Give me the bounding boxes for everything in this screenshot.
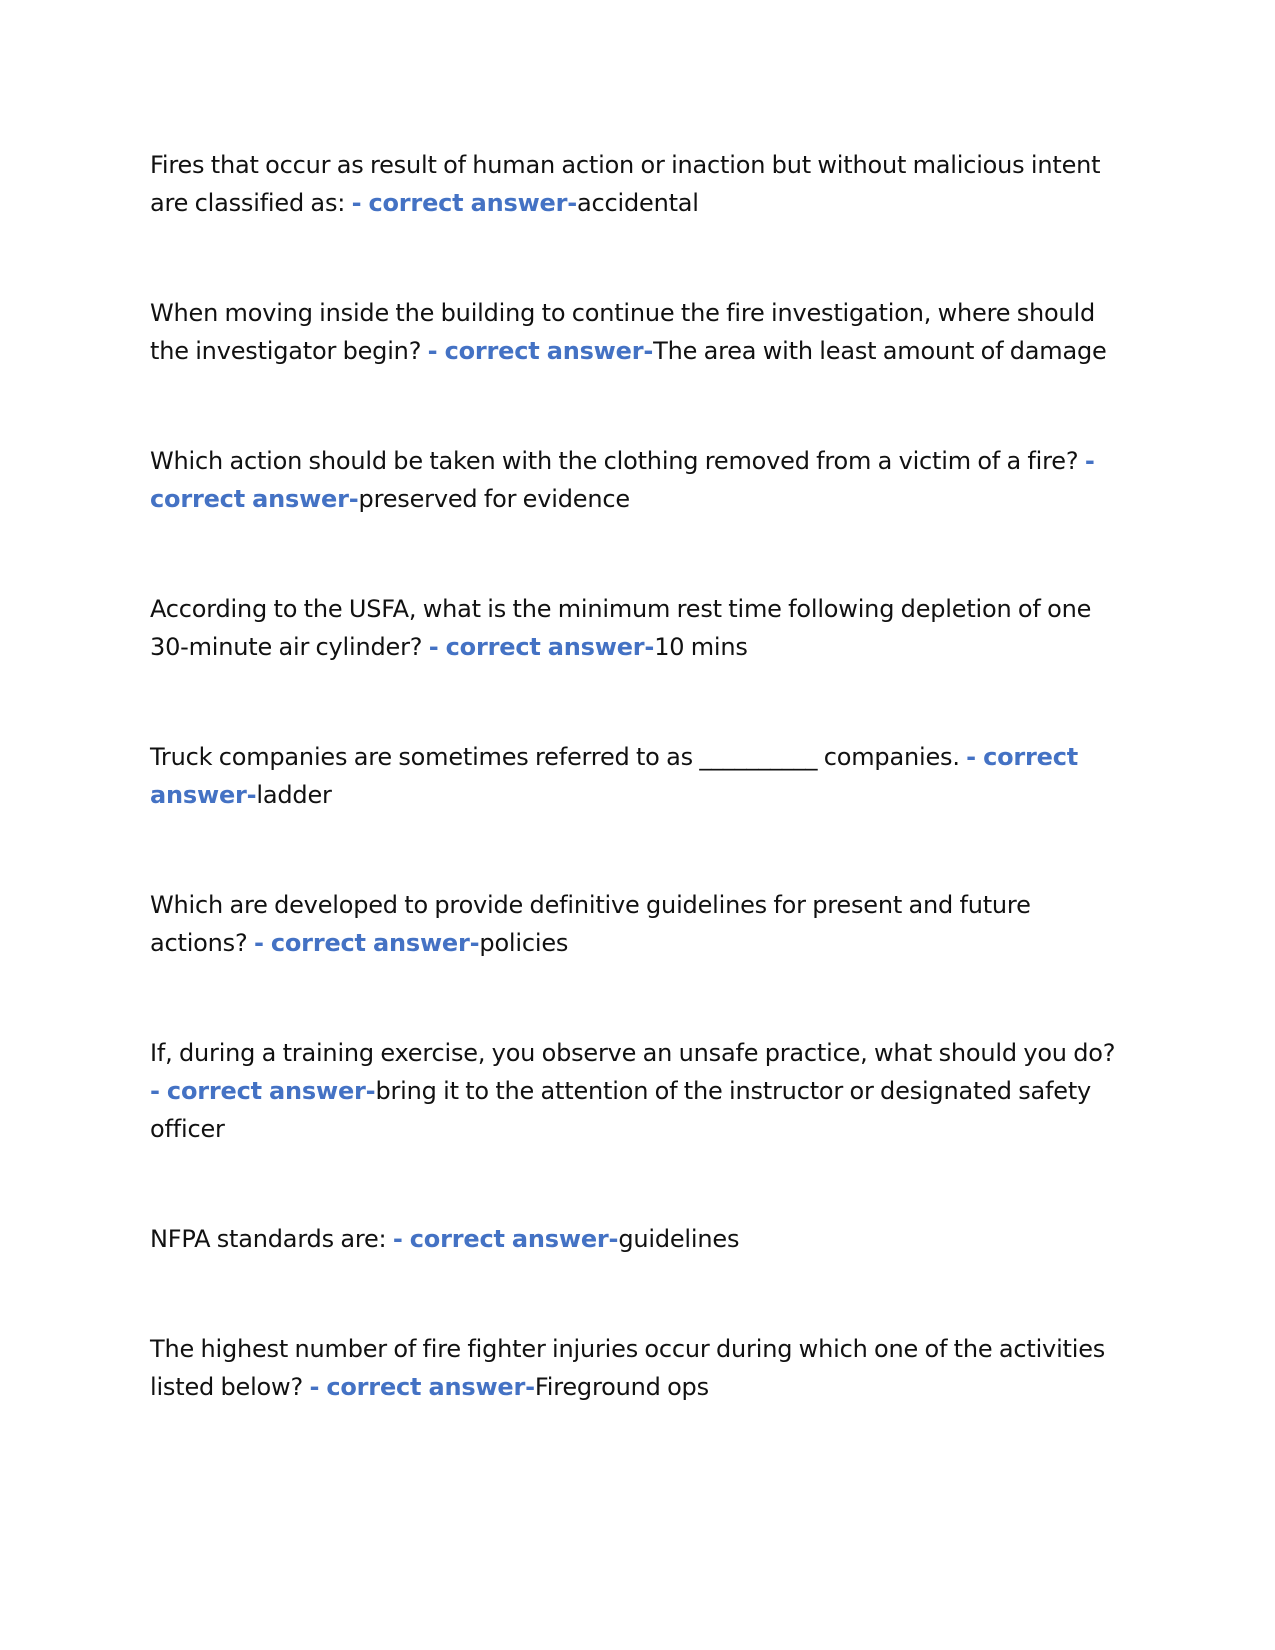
question-text: When moving inside the building to continue the fire investigation, where should the investigator begin? — [150, 299, 1096, 365]
qa-item — [150, 294, 1125, 370]
question-text: Fires that occur as result of human action or inaction but without malicious intent are classified as: — [150, 151, 1101, 217]
qa-item — [150, 886, 1125, 962]
correct-answer-marker: - correct answer- — [309, 1373, 535, 1401]
correct-answer-marker: - correct answer- — [392, 1225, 619, 1253]
correct-answer-marker: - correct answer- — [427, 337, 654, 365]
question-text: NFPA standards are: — [150, 1225, 393, 1253]
answer-text: policies — [479, 929, 569, 957]
qa-item — [150, 442, 1125, 518]
qa-item — [150, 738, 1125, 814]
qa-item — [150, 1330, 1125, 1406]
qa-item — [150, 146, 1125, 222]
correct-answer-marker: - correct answer- — [428, 633, 655, 661]
qa-item — [150, 1220, 1125, 1258]
qa-item — [150, 590, 1125, 666]
correct-answer-marker: - correct answer- — [253, 929, 480, 957]
question-text: The highest number of fire fighter injuries occur during which one of the activities listed below? — [150, 1335, 1106, 1401]
correct-answer-marker: - correct answer- — [150, 1077, 376, 1105]
answer-text: accidental — [577, 189, 699, 217]
answer-text: ladder — [256, 781, 332, 809]
answer-text: preserved for evidence — [358, 485, 630, 513]
question-text: Which are developed to provide definitive guidelines for present and future actions? — [150, 891, 1031, 957]
qa-list — [150, 146, 1125, 1478]
answer-text: bring it to the attention of the instructor or designated safety officer — [150, 1077, 1092, 1143]
question-text: According to the USFA, what is the minimum rest time following depletion of one 30-minute air cylinder? — [150, 595, 1092, 661]
question-text: Which action should be taken with the clothing removed from a victim of a fire? — [150, 447, 1085, 475]
question-text: If, during a training exercise, you observe an unsafe practice, what should you do? — [150, 1039, 1116, 1067]
answer-text: The area with least amount of damage — [653, 337, 1107, 365]
correct-answer-marker: - correct answer- — [150, 447, 1095, 513]
correct-answer-marker: - correct answer- — [351, 189, 578, 217]
answer-text: 10 mins — [654, 633, 748, 661]
question-text: Truck companies are sometimes referred to as __________ companies. — [150, 743, 967, 771]
correct-answer-marker: - correct answer- — [150, 743, 1079, 809]
qa-item — [150, 1034, 1125, 1148]
answer-text: guidelines — [618, 1225, 740, 1253]
answer-text: Fireground ops — [534, 1373, 709, 1401]
